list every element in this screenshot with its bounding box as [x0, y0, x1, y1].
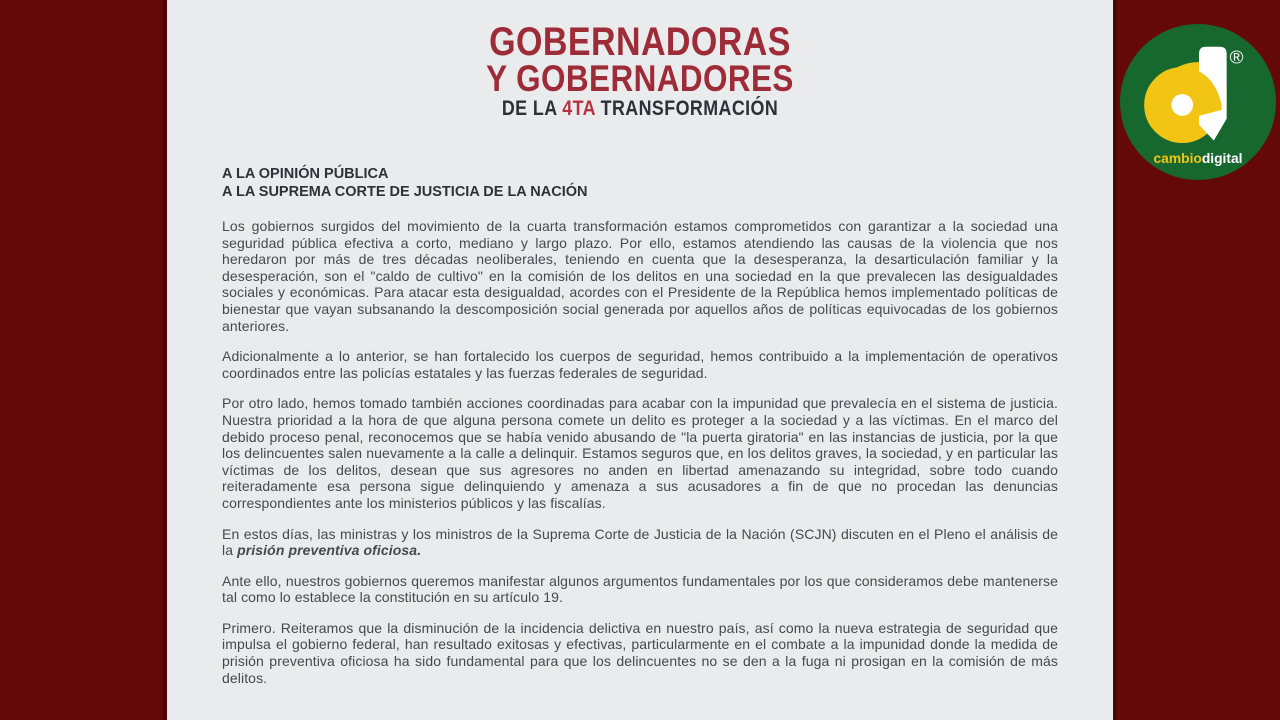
logo-wordmark-digital: digital — [1201, 150, 1243, 167]
salutation-line-supreme-court: A LA SUPREMA CORTE DE JUSTICIA DE LA NACIÓN — [222, 183, 588, 200]
document-header — [222, 20, 1058, 122]
paragraph-2: Adicionalmente a lo anterior, se han fortalecido los cuerpos de seguridad, hemos contribuido a la implementación de operativos coordinados entre las policías estatales y las fuerzas federales de seguridad. — [222, 348, 1058, 381]
paragraph-4 — [222, 526, 1058, 559]
paragraph-6: Primero. Reiteramos que la disminución de la incidencia delictiva en nuestro país, así como la nueva estrategia de seguridad que impulsa el gobierno federal, han resultado exitosas y efectivas, particularmente en el combate a la impunidad donde la medida de prisión preventiva oficiosa ha sido fundamental para que los delincuentes no se den a la fuga ni prosigan en la comisión de más delitos. — [222, 619, 1058, 686]
paragraph-1: Los gobiernos surgidos del movimiento de la cuarta transformación estamos comprometidos con garantizar a la sociedad una seguridad pública efectiva a corto, mediano y largo plazo. Por ello, estamos atendiendo las causas de la violencia que nos heredaron por más de tres décadas neoliberales, teniendo en cuenta que la desesperanza, la desarticulación familiar y la desesperación, son el "caldo de cultivo" en la comisión de los delitos en una sociedad en la que prevalecen las desigualdades sociales y económicas. Para atacar esta desigualdad, acordes con el Presidente de la República hemos implementado políticas de bienestar que vayan subsanando la descomposición social generada por aquellos años de políticas equivocadas de los gobiernos anteriores. — [222, 218, 1058, 334]
document-left-edge-shadow — [163, 0, 167, 720]
statement-document — [167, 0, 1113, 720]
header-subtitle — [285, 96, 996, 122]
logo-wordmark — [1153, 150, 1242, 166]
paragraph-5: Ante ello, nuestros gobiernos queremos manifestar algunos argumentos fundamentales por los que consideramos debe mantenerse tal como lo establece la constitución en su artículo 19. — [222, 572, 1058, 606]
header-subtitle-highlight: 4TA — [562, 97, 596, 120]
header-subtitle-prefix: DE LA — [501, 97, 557, 120]
cambio-digital-logo — [1119, 23, 1277, 181]
header-title-line1: GOBERNADORAS — [489, 20, 791, 64]
cambio-digital-logo-graphic — [1119, 23, 1277, 181]
paragraph-3: Por otro lado, hemos tomado también acciones coordinadas para acabar con la impunidad que prevalecía en el sistema de justicia. Nuestra prioridad a la hora de que alguna persona comete un delito es proteger a la sociedad y a las víctimas. En el marco del debido proceso penal, reconocemos que se había venido abusando de "la puerta giratoria" en las instancias de justicia, por la que los delincuentes salen nuevamente a la calle a delinquir. Estamos seguros que, en los delitos graves, la sociedad, y en particular las víctimas de los delitos, desean que sus agresores no anden en libertad amenazando su integridad, sobre todo cuando reiteradamente esa persona sigue delinquiendo y amenaza a sus acusadores a fin de que no procedan las denuncias correspondientes ante los ministerios públicos y las fiscalías. — [222, 395, 1058, 511]
registered-trademark-icon: ® — [1229, 46, 1244, 68]
logo-wordmark-cambio: cambio — [1153, 150, 1202, 167]
document-right-edge-shadow — [1113, 0, 1117, 720]
paragraph-4-emphasis: prisión preventiva oficiosa. — [237, 542, 422, 559]
salutation-line-public-opinion: A LA OPINIÓN PÚBLICA — [222, 166, 389, 182]
salutation-block — [222, 166, 1058, 201]
paragraph-4-lead: En estos días, las ministras y los ministros de la Suprema Corte de Justicia de la Nación (SCJN) discuten en el Pleno el análisis de la — [222, 525, 1058, 559]
header-subtitle-suffix: TRANSFORMACIÓN — [600, 97, 779, 120]
header-title-line2: Y GOBERNADORES — [486, 58, 794, 99]
